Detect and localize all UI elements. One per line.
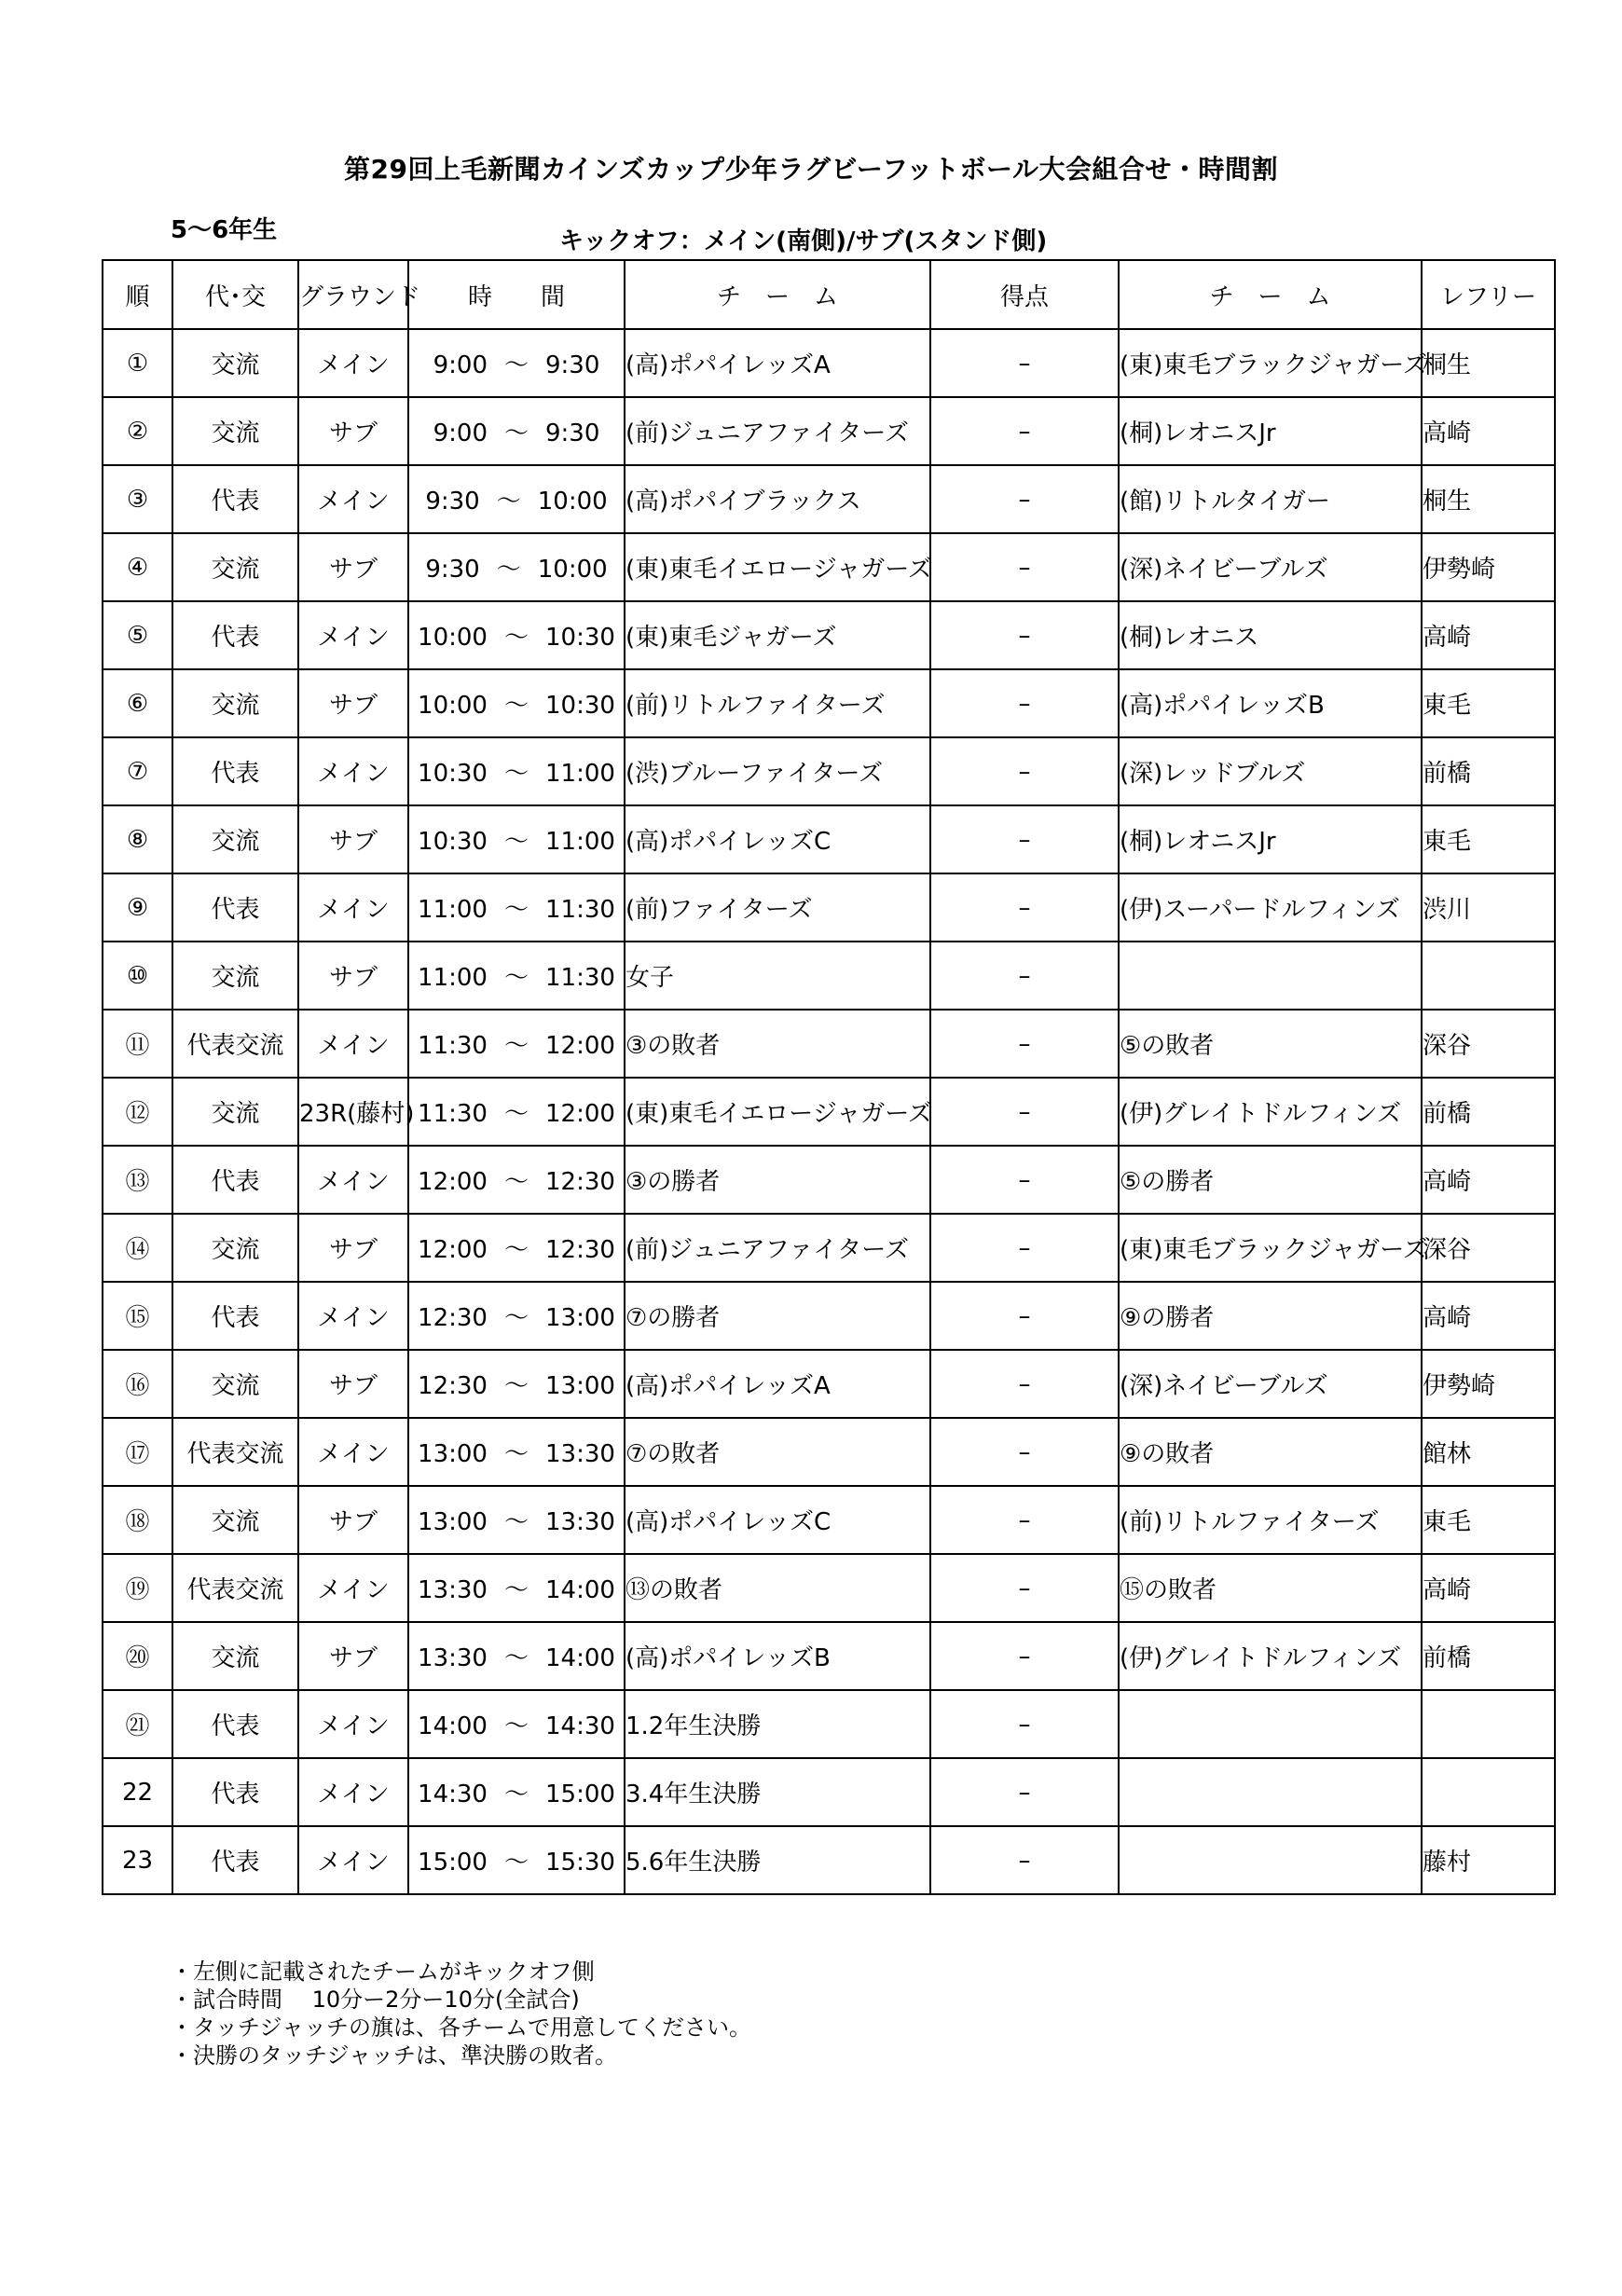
referee: 前橋 (1422, 1622, 1555, 1690)
end-time: 15:30 (545, 1849, 615, 1877)
ground: サブ (298, 942, 408, 1010)
time-slot (408, 1214, 625, 1282)
team-a: (高)ポパイレッズC (625, 805, 930, 873)
match-type: 代表 (172, 1146, 298, 1214)
score: – (930, 1758, 1119, 1826)
referee (1422, 1690, 1555, 1758)
ground: サブ (298, 397, 408, 465)
referee: 高崎 (1422, 1146, 1555, 1214)
time-separator: 〜 (503, 1780, 529, 1808)
end-time: 14:30 (545, 1712, 615, 1740)
match-number: ⑰ (103, 1418, 172, 1486)
match-number: ㉑ (103, 1690, 172, 1758)
score: – (930, 465, 1119, 533)
team-b: (東)東毛ブラックジャガーズ (1119, 1214, 1422, 1282)
header-score: 得点 (930, 260, 1119, 329)
time-separator: 〜 (503, 1508, 529, 1536)
start-time: 12:00 (418, 1168, 488, 1196)
team-a: ⑦の勝者 (625, 1282, 930, 1350)
time-slot (408, 1554, 625, 1622)
time-slot (408, 1078, 625, 1146)
match-type: 代表 (172, 737, 298, 805)
team-b: (伊)グレイトドルフィンズ (1119, 1078, 1422, 1146)
score: – (930, 1078, 1119, 1146)
time-slot (408, 465, 625, 533)
match-number: ③ (103, 465, 172, 533)
end-time: 10:00 (537, 488, 608, 516)
match-number: ⑳ (103, 1622, 172, 1690)
match-type: 代表 (172, 465, 298, 533)
ground: サブ (298, 1486, 408, 1554)
team-b (1119, 1690, 1422, 1758)
ground: メイン (298, 1758, 408, 1826)
end-time: 14:00 (545, 1644, 615, 1672)
ground: メイン (298, 465, 408, 533)
time-slot (408, 1282, 625, 1350)
table-row (103, 1690, 1555, 1758)
match-type: 交流 (172, 669, 298, 737)
ground: メイン (298, 1826, 408, 1894)
time-separator: 〜 (503, 1168, 529, 1196)
time-separator: 〜 (503, 896, 529, 924)
team-a: (高)ポパイレッズB (625, 1622, 930, 1690)
team-b: (深)ネイビーブルズ (1119, 1350, 1422, 1418)
match-type: 代表交流 (172, 1554, 298, 1622)
note-line: ・試合時間 10分ー2分ー10分(全試合) (171, 1987, 580, 2013)
start-time: 9:30 (425, 488, 480, 516)
schedule-body (103, 329, 1555, 1894)
team-b: ⑤の勝者 (1119, 1146, 1422, 1214)
start-time: 10:00 (418, 624, 488, 652)
time-separator: 〜 (503, 624, 529, 652)
team-b: ⑤の敗者 (1119, 1010, 1422, 1078)
time-separator: 〜 (496, 488, 521, 516)
ground: メイン (298, 1554, 408, 1622)
end-time: 12:30 (545, 1236, 615, 1264)
header-order: 順 (103, 260, 172, 329)
start-time: 14:30 (418, 1780, 488, 1808)
match-number: ② (103, 397, 172, 465)
start-time: 10:30 (418, 828, 488, 856)
end-time: 9:30 (545, 351, 600, 379)
ground: メイン (298, 873, 408, 942)
score: – (930, 942, 1119, 1010)
match-number: ⑬ (103, 1146, 172, 1214)
referee: 深谷 (1422, 1010, 1555, 1078)
end-time: 10:30 (545, 624, 615, 652)
team-a: ⑬の敗者 (625, 1554, 930, 1622)
match-number: ⑥ (103, 669, 172, 737)
match-number: ⑨ (103, 873, 172, 942)
team-b: (深)ネイビーブルズ (1119, 533, 1422, 601)
end-time: 13:00 (545, 1304, 615, 1332)
team-b: (高)ポパイレッズB (1119, 669, 1422, 737)
time-separator: 〜 (496, 556, 521, 584)
team-b: ⑮の敗者 (1119, 1554, 1422, 1622)
table-row (103, 1078, 1555, 1146)
start-time: 9:00 (433, 419, 488, 447)
start-time: 13:30 (418, 1576, 488, 1604)
match-type: 代表交流 (172, 1010, 298, 1078)
team-b: (桐)レオニスJr (1119, 397, 1422, 465)
table-row (103, 1350, 1555, 1418)
table-row (103, 465, 1555, 533)
table-row (103, 1486, 1555, 1554)
team-a: (前)リトルファイターズ (625, 669, 930, 737)
team-a: 5.6年生決勝 (625, 1826, 930, 1894)
match-type: 代表 (172, 601, 298, 669)
score: – (930, 601, 1119, 669)
table-row (103, 601, 1555, 669)
match-number: ⑫ (103, 1078, 172, 1146)
referee: 東毛 (1422, 805, 1555, 873)
match-number: ① (103, 329, 172, 397)
time-separator: 〜 (503, 1849, 529, 1877)
team-b: (東)東毛ブラックジャガーズ (1119, 329, 1422, 397)
referee: 桐生 (1422, 329, 1555, 397)
referee (1422, 1758, 1555, 1826)
match-number: ⑪ (103, 1010, 172, 1078)
start-time: 12:30 (418, 1304, 488, 1332)
end-time: 12:00 (545, 1100, 615, 1128)
match-number: ⑱ (103, 1486, 172, 1554)
end-time: 11:00 (545, 760, 615, 788)
header-team-b: チ ー ム (1119, 260, 1422, 329)
table-row (103, 1214, 1555, 1282)
team-b: ⑨の勝者 (1119, 1282, 1422, 1350)
time-slot (408, 805, 625, 873)
end-time: 13:30 (545, 1508, 615, 1536)
team-a: (前)ジュニアファイターズ (625, 1214, 930, 1282)
time-separator: 〜 (503, 1576, 529, 1604)
score: – (930, 329, 1119, 397)
start-time: 12:00 (418, 1236, 488, 1264)
team-b: (伊)グレイトドルフィンズ (1119, 1622, 1422, 1690)
score: – (930, 1486, 1119, 1554)
schedule-table (102, 259, 1556, 1895)
team-a: 女子 (625, 942, 930, 1010)
team-a: (高)ポパイレッズA (625, 329, 930, 397)
ground: サブ (298, 805, 408, 873)
team-a: (前)ファイターズ (625, 873, 930, 942)
score: – (930, 669, 1119, 737)
score: – (930, 1622, 1119, 1690)
start-time: 12:30 (418, 1372, 488, 1400)
time-slot (408, 329, 625, 397)
time-slot (408, 1690, 625, 1758)
ground: メイン (298, 1418, 408, 1486)
referee: 館林 (1422, 1418, 1555, 1486)
table-row (103, 873, 1555, 942)
ground: メイン (298, 1010, 408, 1078)
time-slot (408, 942, 625, 1010)
score: – (930, 873, 1119, 942)
time-slot (408, 873, 625, 942)
referee: 深谷 (1422, 1214, 1555, 1282)
table-row (103, 1282, 1555, 1350)
match-number: 23 (103, 1826, 172, 1894)
score: – (930, 1146, 1119, 1214)
match-type: 交流 (172, 1622, 298, 1690)
score: – (930, 1690, 1119, 1758)
team-a: ⑦の敗者 (625, 1418, 930, 1486)
end-time: 11:30 (545, 964, 615, 992)
ground: メイン (298, 601, 408, 669)
score: – (930, 1554, 1119, 1622)
team-a: (東)東毛イエロージャガーズ (625, 1078, 930, 1146)
match-type: 交流 (172, 1078, 298, 1146)
start-time: 10:00 (418, 692, 488, 720)
referee: 桐生 (1422, 465, 1555, 533)
score: – (930, 1350, 1119, 1418)
time-separator: 〜 (503, 692, 529, 720)
start-time: 13:30 (418, 1644, 488, 1672)
start-time: 14:00 (418, 1712, 488, 1740)
ground: メイン (298, 737, 408, 805)
referee: 東毛 (1422, 669, 1555, 737)
score: – (930, 1010, 1119, 1078)
score: – (930, 1826, 1119, 1894)
time-separator: 〜 (503, 1644, 529, 1672)
score: – (930, 1282, 1119, 1350)
note-line: ・左側に記載されたチームがキックオフ側 (171, 1959, 595, 1985)
match-number: ⑤ (103, 601, 172, 669)
score: – (930, 737, 1119, 805)
referee: 前橋 (1422, 1078, 1555, 1146)
time-slot (408, 669, 625, 737)
time-slot (408, 1486, 625, 1554)
match-type: 代表 (172, 1826, 298, 1894)
ground: サブ (298, 533, 408, 601)
table-row (103, 805, 1555, 873)
score: – (930, 1418, 1119, 1486)
team-a: (高)ポパイレッズC (625, 1486, 930, 1554)
team-a: (東)東毛イエロージャガーズ (625, 533, 930, 601)
start-time: 15:00 (418, 1849, 488, 1877)
referee: 高崎 (1422, 1554, 1555, 1622)
match-number: ④ (103, 533, 172, 601)
time-separator: 〜 (503, 1236, 529, 1264)
match-type: 交流 (172, 1486, 298, 1554)
start-time: 10:30 (418, 760, 488, 788)
start-time: 11:30 (418, 1100, 488, 1128)
start-time: 11:30 (418, 1032, 488, 1060)
table-row (103, 329, 1555, 397)
match-type: 交流 (172, 397, 298, 465)
time-separator: 〜 (503, 1100, 529, 1128)
table-row (103, 669, 1555, 737)
end-time: 10:00 (537, 556, 608, 584)
table-row (103, 1554, 1555, 1622)
match-number: ⑩ (103, 942, 172, 1010)
header-ground: グラウンド (298, 260, 408, 329)
time-separator: 〜 (503, 1372, 529, 1400)
end-time: 12:00 (545, 1032, 615, 1060)
end-time: 13:00 (545, 1372, 615, 1400)
ground: サブ (298, 1214, 408, 1282)
ground: メイン (298, 1690, 408, 1758)
referee (1422, 942, 1555, 1010)
end-time: 11:00 (545, 828, 615, 856)
team-b (1119, 942, 1422, 1010)
team-a: (前)ジュニアファイターズ (625, 397, 930, 465)
score: – (930, 1214, 1119, 1282)
table-row (103, 1010, 1555, 1078)
time-slot (408, 737, 625, 805)
table-row (103, 737, 1555, 805)
header-row (103, 260, 1555, 329)
time-slot (408, 1146, 625, 1214)
ground: サブ (298, 669, 408, 737)
match-type: 交流 (172, 1350, 298, 1418)
time-separator: 〜 (503, 828, 529, 856)
time-slot (408, 601, 625, 669)
time-separator: 〜 (503, 351, 529, 379)
match-number: ⑮ (103, 1282, 172, 1350)
end-time: 13:30 (545, 1440, 615, 1468)
end-time: 14:00 (545, 1576, 615, 1604)
referee: 東毛 (1422, 1486, 1555, 1554)
table-row (103, 533, 1555, 601)
end-time: 12:30 (545, 1168, 615, 1196)
time-slot (408, 1826, 625, 1894)
match-number: ⑭ (103, 1214, 172, 1282)
referee: 伊勢崎 (1422, 533, 1555, 601)
start-time: 9:00 (433, 351, 488, 379)
time-separator: 〜 (503, 964, 529, 992)
note-line: ・決勝のタッチジャッチは、準決勝の敗者。 (171, 2042, 618, 2069)
team-a: (高)ポパイブラックス (625, 465, 930, 533)
page-title: 第29回上毛新聞カインズカップ少年ラグビーフットボール大会組合せ・時間割 (344, 154, 1278, 185)
time-slot (408, 1418, 625, 1486)
match-type: 代表 (172, 1282, 298, 1350)
ground: メイン (298, 329, 408, 397)
referee: 伊勢崎 (1422, 1350, 1555, 1418)
match-number: 22 (103, 1758, 172, 1826)
referee: 藤村 (1422, 1826, 1555, 1894)
ground: サブ (298, 1350, 408, 1418)
time-separator: 〜 (503, 760, 529, 788)
start-time: 13:00 (418, 1508, 488, 1536)
referee: 渋川 (1422, 873, 1555, 942)
start-time: 11:00 (418, 964, 488, 992)
end-time: 11:30 (545, 896, 615, 924)
table-row (103, 942, 1555, 1010)
team-a: 1.2年生決勝 (625, 1690, 930, 1758)
team-a: ③の敗者 (625, 1010, 930, 1078)
table-row (103, 1826, 1555, 1894)
match-type: 交流 (172, 1214, 298, 1282)
note-line: ・タッチジャッチの旗は、各チームで用意してください。 (171, 2014, 752, 2041)
team-a: (高)ポパイレッズA (625, 1350, 930, 1418)
match-type: 交流 (172, 805, 298, 873)
team-b (1119, 1826, 1422, 1894)
header-team-a: チ ー ム (625, 260, 930, 329)
time-slot (408, 1350, 625, 1418)
match-type: 交流 (172, 942, 298, 1010)
match-number: ⑯ (103, 1350, 172, 1418)
team-b: (桐)レオニス (1119, 601, 1422, 669)
start-time: 9:30 (425, 556, 480, 584)
referee: 前橋 (1422, 737, 1555, 805)
referee: 高崎 (1422, 601, 1555, 669)
time-slot (408, 1622, 625, 1690)
table-row (103, 1418, 1555, 1486)
end-time: 15:00 (545, 1780, 615, 1808)
table-row (103, 1146, 1555, 1214)
time-separator: 〜 (503, 1712, 529, 1740)
time-slot (408, 397, 625, 465)
time-slot (408, 1010, 625, 1078)
time-separator: 〜 (503, 1304, 529, 1332)
match-number: ⑧ (103, 805, 172, 873)
referee: 高崎 (1422, 397, 1555, 465)
team-a: 3.4年生決勝 (625, 1758, 930, 1826)
score: – (930, 533, 1119, 601)
match-type: 交流 (172, 533, 298, 601)
team-b: (伊)スーパードルフィンズ (1119, 873, 1422, 942)
table-row (103, 397, 1555, 465)
match-type: 代表 (172, 1758, 298, 1826)
time-separator: 〜 (503, 419, 529, 447)
match-number: ⑲ (103, 1554, 172, 1622)
header-time: 時 間 (408, 260, 625, 329)
team-b: ⑨の敗者 (1119, 1418, 1422, 1486)
ground: サブ (298, 1622, 408, 1690)
team-a: (東)東毛ジャガーズ (625, 601, 930, 669)
kickoff-note: キックオフ：メイン(南側)/サブ(スタンド側) (559, 227, 1048, 255)
time-separator: 〜 (503, 1440, 529, 1468)
team-b: (桐)レオニスJr (1119, 805, 1422, 873)
time-slot (408, 533, 625, 601)
match-type: 交流 (172, 329, 298, 397)
team-b: (前)リトルファイターズ (1119, 1486, 1422, 1554)
end-time: 9:30 (545, 419, 600, 447)
team-a: (渋)ブルーファイターズ (625, 737, 930, 805)
ground: メイン (298, 1282, 408, 1350)
ground: 23R(藤村) (298, 1078, 408, 1146)
time-slot (408, 1758, 625, 1826)
header-type: 代･交 (172, 260, 298, 329)
match-type: 代表 (172, 1690, 298, 1758)
header-referee: レフリー (1422, 260, 1555, 329)
ground: メイン (298, 1146, 408, 1214)
referee: 高崎 (1422, 1282, 1555, 1350)
grade-label: 5〜6年生 (171, 216, 278, 244)
team-a: ③の勝者 (625, 1146, 930, 1214)
end-time: 10:30 (545, 692, 615, 720)
match-type: 代表 (172, 873, 298, 942)
match-number: ⑦ (103, 737, 172, 805)
table-row (103, 1758, 1555, 1826)
notes (171, 1958, 751, 2069)
start-time: 13:00 (418, 1440, 488, 1468)
team-b (1119, 1758, 1422, 1826)
team-b: (館)リトルタイガー (1119, 465, 1422, 533)
start-time: 11:00 (418, 896, 488, 924)
score: – (930, 805, 1119, 873)
table-row (103, 1622, 1555, 1690)
time-separator: 〜 (503, 1032, 529, 1060)
score: – (930, 397, 1119, 465)
match-type: 代表交流 (172, 1418, 298, 1486)
team-b: (深)レッドブルズ (1119, 737, 1422, 805)
